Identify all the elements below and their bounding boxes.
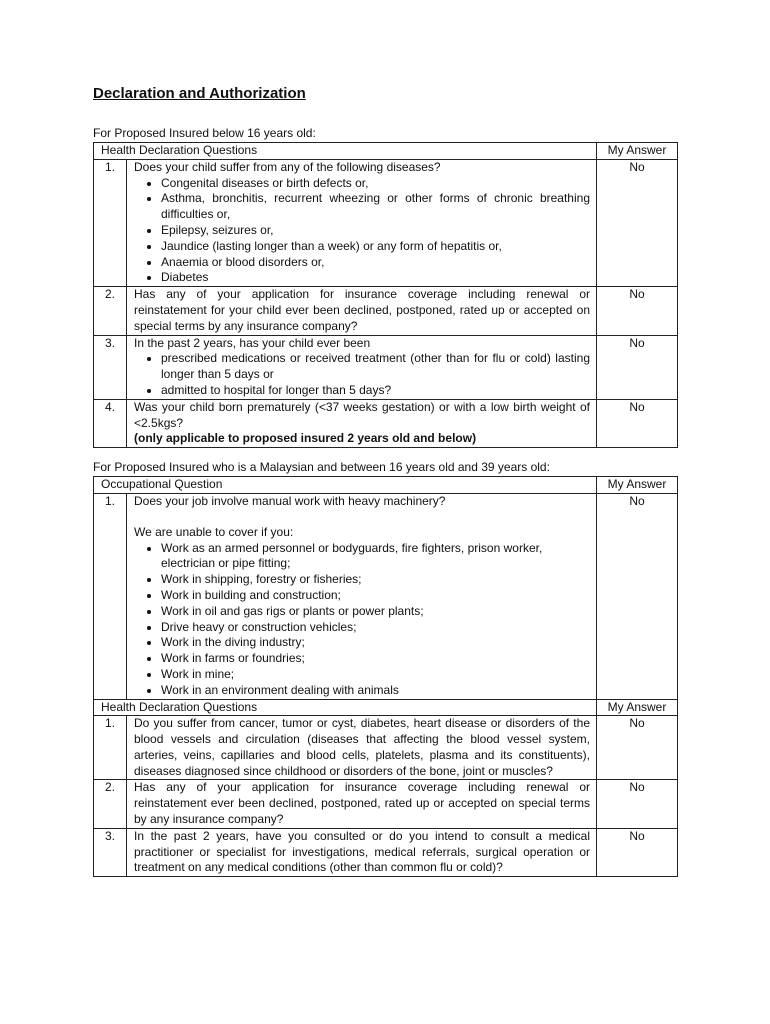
list-item: • Work in an environment dealing with animals — [161, 683, 590, 699]
list-item: • Diabetes — [161, 270, 590, 286]
table-row — [94, 780, 678, 828]
table-header-row — [94, 143, 678, 160]
answer-cell: No — [597, 780, 678, 828]
question-text: Do you suffer from cancer, tumor or cyst, diabetes, heart disease or disorders of the blood vessels and circulation (diseases that affecting the blood vessel system, arteries, veins, capillaries and blood cells, platelets, plasma and its constituents), diseases diagnosed since childhood or disorders of the bone, joint or muscles? — [127, 716, 597, 780]
question-text: In the past 2 years, have you consulted or do you intend to consult a medical practitioner or specialist for investigations, medical referrals, surgical operation or treatment on any medical conditions (other than common flu or cold)? — [127, 828, 597, 876]
disease-list — [134, 176, 590, 287]
question-text: Has any of your application for insurance coverage including renewal or reinstatement ever been declined, postponed, rated up or accepted on special terms by any insurance company? — [127, 780, 597, 828]
column-header-question: Health Declaration Questions — [94, 143, 597, 160]
list-item: • Work as an armed personnel or bodyguards, fire fighters, prison worker, electrician or pipe fitting; — [161, 541, 590, 573]
table-row — [94, 828, 678, 876]
table-header-row — [94, 477, 678, 494]
adult-declaration-table — [93, 476, 678, 877]
list-item: • Work in oil and gas rigs or plants or power plants; — [161, 604, 590, 620]
page-title: Declaration and Authorization — [93, 85, 306, 102]
table-row — [94, 493, 678, 699]
question-cell — [127, 335, 597, 399]
row-number: 2. — [94, 780, 127, 828]
question-text: Was your child born prematurely (<37 weeks gestation) or with a low birth weight of <2.5kgs? — [134, 399, 590, 430]
child-health-table — [93, 142, 678, 448]
row-number: 1. — [94, 716, 127, 780]
table-row — [94, 335, 678, 399]
list-item: • Jaundice (lasting longer than a week) or any form of hepatitis or, — [161, 239, 590, 255]
column-header-answer: My Answer — [597, 143, 678, 160]
question-text: Does your child suffer from any of the following diseases? — [134, 159, 441, 174]
excluded-occupations-list — [134, 541, 590, 699]
list-item: • Congenital diseases or birth defects or, — [161, 176, 590, 192]
column-header-answer: My Answer — [597, 699, 678, 716]
answer-cell: No — [597, 335, 678, 399]
table-row — [94, 716, 678, 780]
document-page — [93, 86, 677, 877]
section1-intro: For Proposed Insured below 16 years old: — [93, 126, 316, 140]
list-item: • Work in building and construction; — [161, 588, 590, 604]
table-row — [94, 399, 678, 447]
list-item: • Drive heavy or construction vehicles; — [161, 620, 590, 636]
question-text: Does your job involve manual work with heavy machinery? — [134, 493, 446, 508]
question-note: (only applicable to proposed insured 2 years old and below) — [134, 431, 477, 446]
answer-cell: No — [597, 399, 678, 447]
column-header-answer: My Answer — [597, 477, 678, 494]
row-number: 2. — [94, 287, 127, 335]
row-number: 1. — [94, 493, 127, 699]
column-header-occupational: Occupational Question — [94, 477, 597, 494]
question-text: In the past 2 years, has your child ever been — [134, 335, 371, 350]
question-cell — [127, 399, 597, 447]
row-number: 3. — [94, 335, 127, 399]
column-header-health: Health Declaration Questions — [94, 699, 597, 716]
cover-intro: We are unable to cover if you: — [134, 524, 294, 539]
row-number: 4. — [94, 399, 127, 447]
row-number: 3. — [94, 828, 127, 876]
question-text: Has any of your application for insurance coverage including renewal or reinstatement for your child ever been declined, postponed, rated up or accepted on special terms by any insurance company? — [127, 287, 597, 335]
treatment-list — [134, 351, 590, 398]
list-item: • Anaemia or blood disorders or, — [161, 255, 590, 271]
table-header-row — [94, 699, 678, 716]
question-cell — [127, 159, 597, 286]
question-cell — [127, 493, 597, 699]
list-item: • Work in farms or foundries; — [161, 651, 590, 667]
section2-intro: For Proposed Insured who is a Malaysian and between 16 years old and 39 years old: — [93, 460, 550, 475]
row-number: 1. — [94, 159, 127, 286]
list-item: • Asthma, bronchitis, recurrent wheezing or other forms of chronic breathing difficulties or, — [161, 191, 590, 223]
list-item: • Work in shipping, forestry or fisheries; — [161, 572, 590, 588]
table-row — [94, 159, 678, 286]
answer-cell: No — [597, 716, 678, 780]
answer-cell: No — [597, 159, 678, 286]
list-item: • Work in the diving industry; — [161, 635, 590, 651]
answer-cell: No — [597, 287, 678, 335]
list-item: • admitted to hospital for longer than 5 days? — [161, 383, 590, 399]
list-item: • prescribed medications or received treatment (other than for flu or cold) lasting longer than 5 days or — [161, 351, 590, 383]
answer-cell: No — [597, 493, 678, 699]
list-item: • Epilepsy, seizures or, — [161, 223, 590, 239]
answer-cell: No — [597, 828, 678, 876]
table-row — [94, 287, 678, 335]
list-item: • Work in mine; — [161, 667, 590, 683]
